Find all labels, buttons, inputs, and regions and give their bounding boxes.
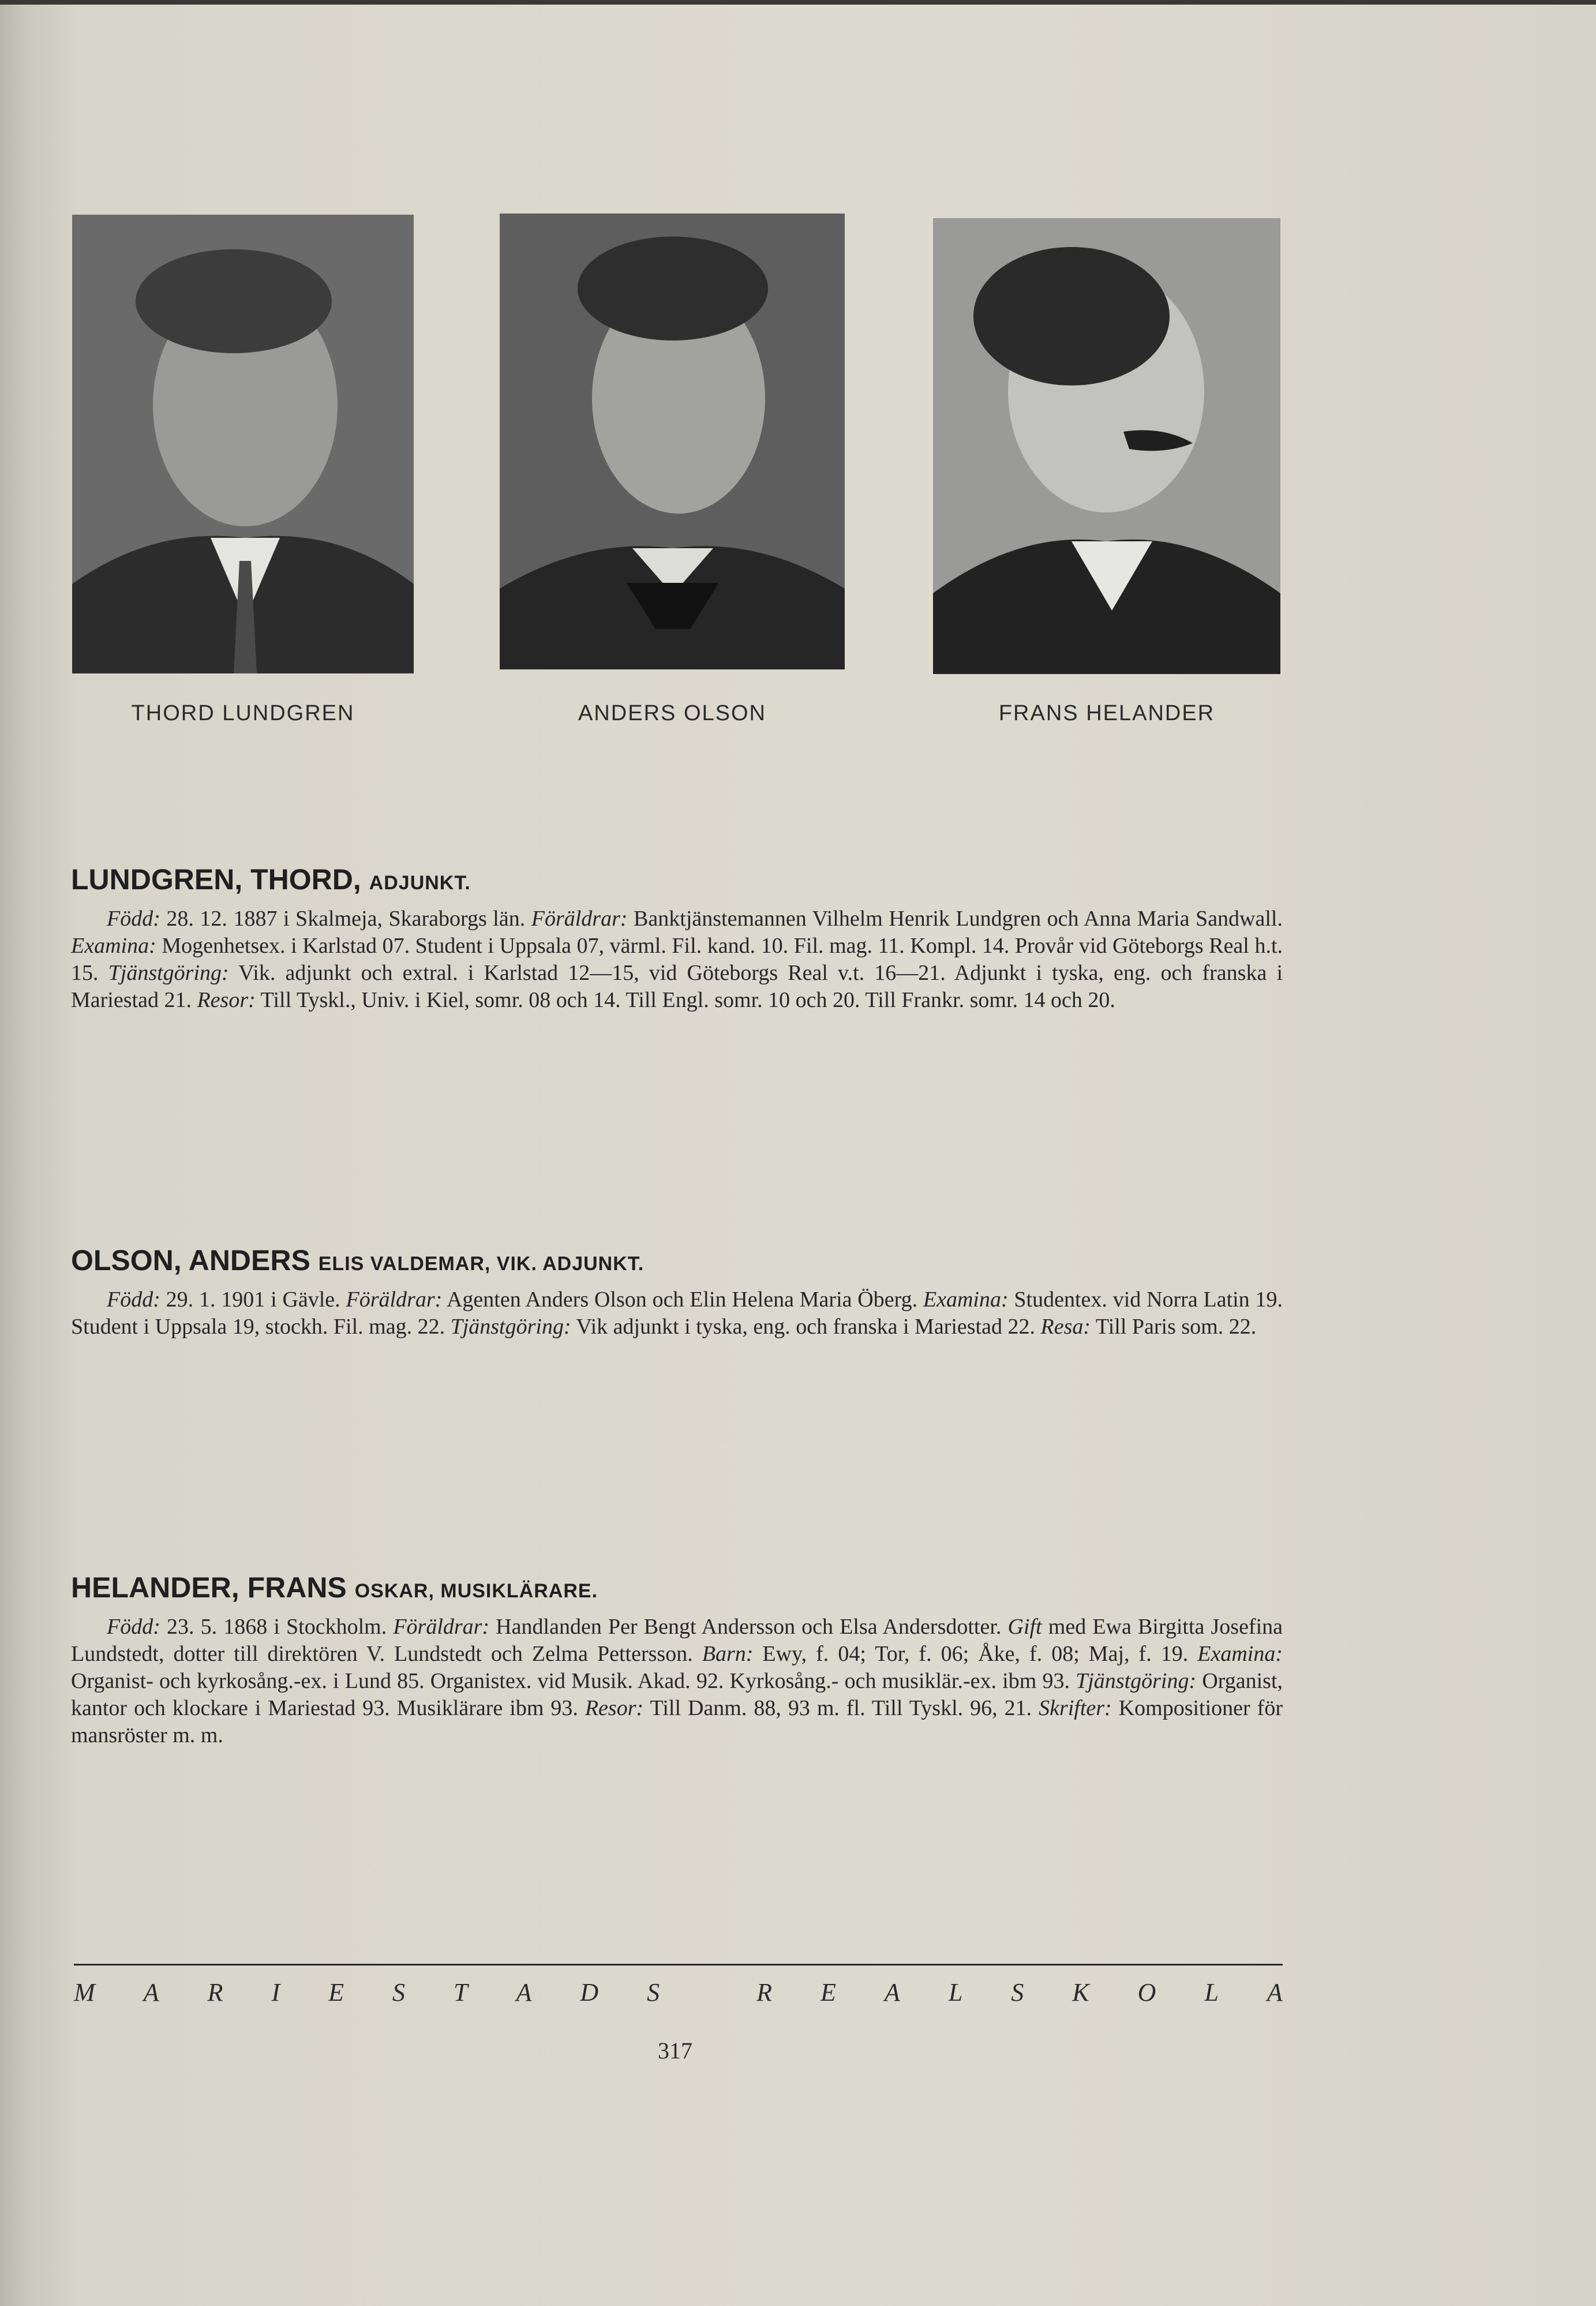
field-text: Banktjänstemannen Vilhelm Henrik Lundgren och Anna Maria Sandwall. bbox=[627, 907, 1283, 931]
field-label: Skrifter: bbox=[1039, 1696, 1112, 1720]
field-label: Resa: bbox=[1040, 1315, 1091, 1339]
field-label: Föräldrar: bbox=[531, 907, 628, 931]
field-label: Examina: bbox=[71, 934, 156, 958]
field-label: Föräldrar: bbox=[393, 1615, 490, 1639]
field-label: Född: bbox=[107, 1287, 160, 1312]
field-text: Till Tyskl., Univ. i Kiel, somr. 08 och 14. Till Engl. somr. 10 och 20. Till Frankr. somr. 14 och 20. bbox=[255, 988, 1115, 1012]
field-text: Handlanden Per Bengt Andersson och Elsa Andersdotter. bbox=[489, 1615, 1008, 1639]
footer-letter: S bbox=[647, 1978, 660, 2006]
portrait-photo-olson bbox=[500, 214, 845, 669]
biography-entry-lundgren bbox=[71, 863, 1283, 1014]
entry-body bbox=[71, 1614, 1283, 1749]
portrait-photo-lundgren bbox=[72, 215, 414, 673]
entry-name: LUNDGREN, THORD, bbox=[71, 863, 361, 896]
footer-letter: O bbox=[1137, 1978, 1156, 2006]
footer-letter: A bbox=[516, 1978, 532, 2006]
entry-name: OLSON, ANDERS bbox=[71, 1244, 310, 1276]
field-text: Agenten Anders Olson och Elin Helena Maria Öberg. bbox=[442, 1287, 923, 1312]
footer-rule bbox=[74, 1964, 1283, 1966]
entry-body bbox=[71, 905, 1283, 1014]
field-text: 23. 5. 1868 i Stockholm. bbox=[160, 1615, 394, 1639]
entry-heading bbox=[71, 1244, 1283, 1277]
field-text: Mogenhetsex. i Karlstad 07. Student i Uppsala 07, värml. Fil. kand. 10. Fil. mag. 11. Kompl. 14. Provår vid Göteborgs Real h.t. 15. bbox=[71, 934, 1283, 985]
footer-letter: E bbox=[821, 1978, 836, 2006]
top-edge bbox=[0, 0, 1596, 5]
footer-letter: L bbox=[948, 1978, 963, 2006]
entry-title: ADJUNKT. bbox=[369, 872, 471, 894]
entry-title: ELIS VALDEMAR, VIK. ADJUNKT. bbox=[318, 1253, 645, 1275]
field-label: Tjänstgöring: bbox=[1076, 1669, 1197, 1693]
field-text: Till Paris som. 22. bbox=[1091, 1315, 1257, 1339]
field-text: med Ewa Birgitta Josefina Lundstedt, dotter till direktören V. Lundstedt och Zelma Pettersson. bbox=[71, 1615, 1283, 1666]
footer-letter: A bbox=[884, 1978, 900, 2006]
field-text: Organist- och kyrkosång.-ex. i Lund 85. Organistex. vid Musik. Akad. 92. Kyrkosång.- och musiklär.-ex. ibm 93. bbox=[71, 1669, 1076, 1693]
field-text: 28. 12. 1887 i Skalmeja, Skaraborgs län. bbox=[160, 907, 531, 931]
field-label: Gift bbox=[1007, 1615, 1042, 1639]
field-text: Ewy, f. 04; Tor, f. 06; Åke, f. 08; Maj, f. 19. bbox=[753, 1642, 1198, 1666]
field-label: Resor: bbox=[585, 1696, 644, 1720]
field-label: Examina: bbox=[1197, 1642, 1283, 1666]
footer-letter: A bbox=[143, 1978, 159, 2006]
field-label: Examina: bbox=[923, 1287, 1009, 1312]
footer-letter: S bbox=[392, 1978, 405, 2006]
portrait-photo-helander bbox=[933, 218, 1280, 674]
photo-caption-lundgren: THORD LUNDGREN bbox=[131, 701, 355, 725]
footer-letter: R bbox=[756, 1978, 773, 2006]
footer-letter: T bbox=[453, 1978, 468, 2006]
footer-letter: R bbox=[207, 1978, 223, 2006]
field-text: 29. 1. 1901 i Gävle. bbox=[160, 1287, 346, 1312]
entry-body bbox=[71, 1286, 1283, 1341]
field-label: Tjänstgöring: bbox=[108, 961, 229, 985]
field-text: Organist, kantor och klockare i Mariestad 93. Musiklärare ibm 93. bbox=[71, 1669, 1283, 1720]
footer-letter: L bbox=[1204, 1978, 1219, 2006]
footer-letter: K bbox=[1072, 1978, 1089, 2006]
footer-letter: E bbox=[328, 1978, 344, 2006]
field-text: Kompositioner för mansröster m. m. bbox=[71, 1696, 1283, 1747]
running-footer bbox=[74, 1978, 1283, 2007]
field-text: Vik adjunkt i tyska, eng. och franska i Mariestad 22. bbox=[571, 1315, 1041, 1339]
field-label: Föräldrar: bbox=[346, 1287, 443, 1312]
photo-caption-olson: ANDERS OLSON bbox=[578, 701, 766, 725]
footer-letter: A bbox=[1267, 1978, 1283, 2006]
entry-heading bbox=[71, 863, 1283, 896]
field-label: Resor: bbox=[197, 988, 256, 1012]
field-label: Tjänstgöring: bbox=[450, 1315, 571, 1339]
footer-letter: I bbox=[271, 1978, 280, 2006]
field-label: Född: bbox=[107, 1615, 160, 1639]
field-label: Född: bbox=[107, 907, 160, 931]
entry-title: OSKAR, MUSIKLÄRARE. bbox=[354, 1580, 598, 1602]
field-label: Barn: bbox=[702, 1642, 754, 1666]
biography-entry-helander bbox=[71, 1571, 1283, 1749]
entry-name: HELANDER, FRANS bbox=[71, 1571, 347, 1604]
field-text: Till Danm. 88, 93 m. fl. Till Tyskl. 96, 21. bbox=[643, 1696, 1039, 1720]
footer-letter: M bbox=[74, 1978, 95, 2006]
footer-letter: S bbox=[1011, 1978, 1024, 2006]
biography-entry-olson bbox=[71, 1244, 1283, 1341]
page-number: 317 bbox=[658, 2038, 692, 2064]
footer-letter: D bbox=[580, 1978, 599, 2006]
entry-heading bbox=[71, 1571, 1283, 1604]
field-text: Studentex. vid Norra Latin 19. Student i Uppsala 19, stockh. Fil. mag. 22. bbox=[71, 1287, 1283, 1339]
field-text: Vik. adjunkt och extral. i Karlstad 12—15, vid Göteborgs Real v.t. 16—21. Adjunkt i tyska, eng. och franska i Mariestad 21. bbox=[71, 961, 1283, 1012]
photo-caption-helander: FRANS HELANDER bbox=[998, 701, 1215, 725]
